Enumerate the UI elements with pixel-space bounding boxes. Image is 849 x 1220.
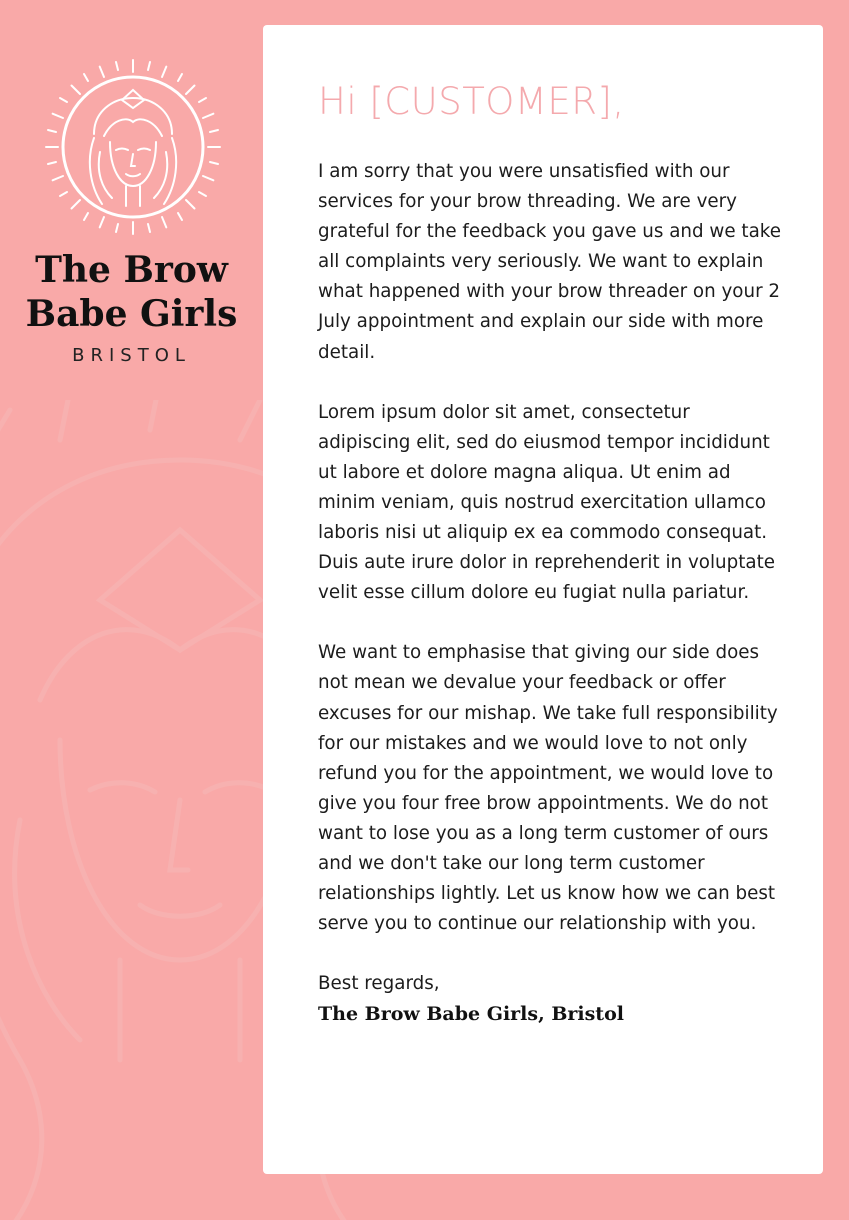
brand-location: BRISTOL bbox=[72, 345, 191, 366]
letter-paragraph: We want to emphasise that giving our side does not mean we devalue your feedback or offer excuses for our mishap. We take full responsibility for our mistakes and we would love to not only refund you for the appointment, we would love to give you four free brow appointments. We do not want to lose you as a long term customer of ours and we don't take our long term customer relationships lightly. Let us know how we can best serve you to continue our relationship with you. bbox=[318, 642, 778, 935]
letter-signature: The Brow Babe Girls, Bristol bbox=[318, 1003, 624, 1026]
letter-sign-off: Best regards, bbox=[318, 973, 440, 995]
letter-card bbox=[263, 25, 823, 1174]
letter-body bbox=[318, 157, 783, 1029]
letter-paragraph: Lorem ipsum dolor sit amet, consectetur adipiscing elit, sed do eiusmod tempor incididunt ut labore et dolore magna aliqua. Ut enim ad minim veniam, quis nostrud exercitation ullamco laboris nisi ut aliquip ex ea commodo consequat. Duis aute irure dolor in reprehenderit in voluptate velit esse cillum dolore eu fugiat nulla pariatur. bbox=[318, 401, 776, 604]
letter-paragraph: I am sorry that you were unsatisfied with our services for your brow threading. We are very grateful for the feedback you gave us and we take all complaints very seriously. We want to explain what happened with your brow threader on your 2 July appointment and explain our side with more detail. bbox=[318, 161, 781, 363]
letter-greeting: Hi [CUSTOMER], bbox=[318, 80, 625, 123]
brand-name-line1: The Brow bbox=[35, 249, 228, 291]
brand-name bbox=[0, 248, 263, 336]
brand-name-line2: Babe Girls bbox=[25, 293, 238, 335]
woman-face-sunburst-logo-icon bbox=[42, 56, 224, 238]
brand-sidebar bbox=[0, 0, 263, 1200]
